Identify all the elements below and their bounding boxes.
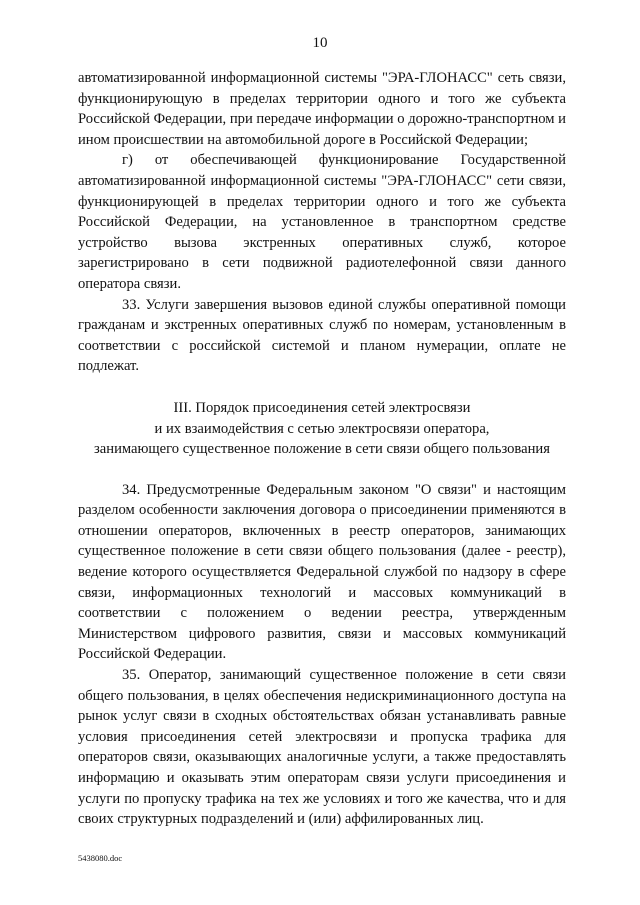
paragraph-35: 35. Оператор, занимающий существенное положение в сети связи общего пользования, в целях обеспечения недискриминационного доступа на рынок услуг связи в сходных обстоятельствах обязан устанавливать равные условия присоединения сетей электросвязи и пропуска трафика для операторов связи, оказывающих аналогичные услуги, а также предоставлять информацию и оказывать этим операторам связи услуги присоединения и услуги по пропуску трафика на тех же условиях и того же качества, что и для своих структурных подразделений и (или) аффилированных лиц. — [78, 667, 566, 828]
section-heading-line-2: и их взаимодействия с сетью электросвязи оператора, — [154, 420, 490, 437]
section-heading — [78, 398, 566, 460]
paragraph-34: 34. Предусмотренные Федеральным законом "О связи" и настоящим разделом особенности заключения договора о присоединении применяются в отношении операторов, включенных в реестр операторов, занимающих существенное положение в сети связи общего пользования (далее - реестр), ведение которого осуществляется Федеральной службой по надзору в сфере связи, информационных технологий и массовых коммуникаций в соответствии с положением о ведении реестра, утвержденным Министерством цифрового развития, связи и массовых коммуникаций Российской Федерации. — [78, 481, 566, 663]
document-body — [78, 68, 566, 830]
paragraph-33: 33. Услуги завершения вызовов единой службы оперативной помощи гражданам и экстренных оперативных служб по номерам, установленным в соответствии с российской системой и планом нумерации, оплате не подлежат. — [78, 296, 566, 375]
paragraph-continuation: автоматизированной информационной системы "ЭРА-ГЛОНАСС" сеть связи, функционирующую в пределах территории одного и того же субъекта Российской Федерации, при передаче информации о дорожно-транспортном и ином происшествии на автомобильной дороге в Российской Федерации; — [78, 70, 566, 148]
section-heading-line-3: занимающего существенное положение в сети связи общего пользования — [94, 441, 550, 458]
paragraph-item-g: г) от обеспечивающей функционирование Государственной автоматизированной информационной системы "ЭРА-ГЛОНАСС" сети связи, функционирующей в пределах территории одного и того же субъекта Российской Федерации, на установленное в транспортном средстве устройство вызова экстренных оперативных служб, которое зарегистрировано в сети подвижной радиотелефонной связи данного оператора связи. — [78, 152, 566, 292]
footer-file-ref: 5438080.doc — [78, 853, 123, 863]
section-heading-line-1: III. Порядок присоединения сетей электросвязи — [173, 399, 471, 416]
page-number: 10 — [312, 35, 328, 51]
